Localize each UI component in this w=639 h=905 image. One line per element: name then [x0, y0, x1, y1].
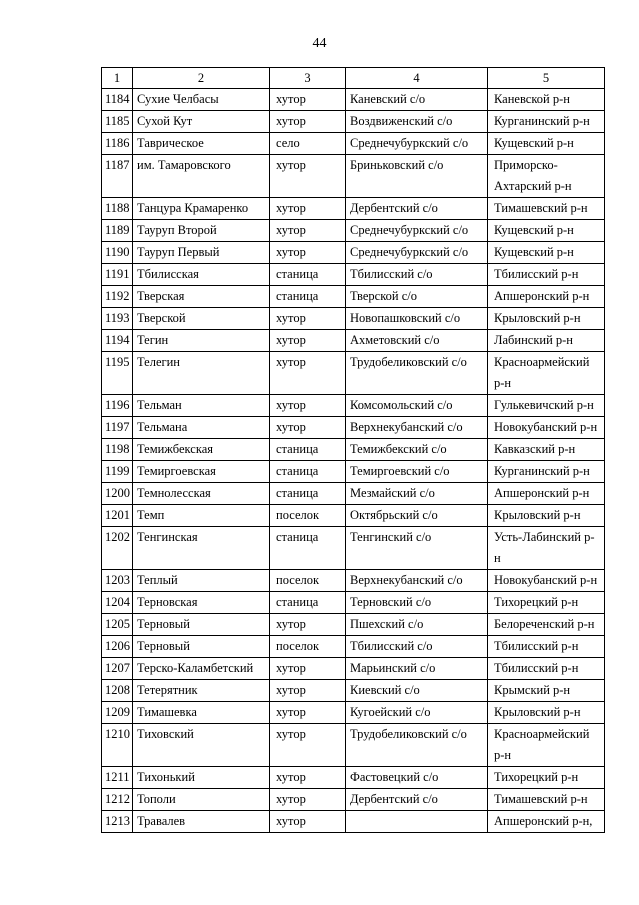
settlement-type-cell: хутор: [270, 767, 346, 789]
settlement-type-cell: хутор: [270, 242, 346, 264]
table-row: [102, 155, 605, 198]
rural-council-cell: Терновский с/о: [346, 592, 488, 614]
table-row: [102, 636, 605, 658]
settlement-type-cell: хутор: [270, 111, 346, 133]
row-number-cell: 1196: [102, 395, 133, 417]
row-number-cell: 1201: [102, 505, 133, 527]
row-number-cell: 1184: [102, 89, 133, 111]
settlement-name-cell: Темнолесская: [133, 483, 270, 505]
row-number-cell: 1205: [102, 614, 133, 636]
rural-council-cell: Тенгинский с/о: [346, 527, 488, 570]
column-header: 4: [346, 68, 488, 89]
row-number-cell: 1200: [102, 483, 133, 505]
row-number-cell: 1191: [102, 264, 133, 286]
settlement-type-cell: хутор: [270, 395, 346, 417]
settlement-type-cell: хутор: [270, 198, 346, 220]
table-row: [102, 702, 605, 724]
district-name-cell: Тимашевский р-н: [488, 198, 605, 220]
table-row: [102, 133, 605, 155]
settlement-name-cell: Танцура Крамаренко: [133, 198, 270, 220]
settlement-name-cell: Тиховский: [133, 724, 270, 767]
district-name-cell: Апшеронский р-н,: [488, 811, 605, 833]
rural-council-cell: Дербентский с/о: [346, 789, 488, 811]
rural-council-cell: Октябрьский с/о: [346, 505, 488, 527]
settlement-type-cell: хутор: [270, 658, 346, 680]
row-number-cell: 1197: [102, 417, 133, 439]
table-row: [102, 658, 605, 680]
district-name-cell: Тбилисский р-н: [488, 264, 605, 286]
settlement-type-cell: поселок: [270, 505, 346, 527]
settlement-name-cell: Терновская: [133, 592, 270, 614]
settlement-type-cell: хутор: [270, 308, 346, 330]
rural-council-cell: Тверской с/о: [346, 286, 488, 308]
settlement-name-cell: Темижбекская: [133, 439, 270, 461]
row-number-cell: 1198: [102, 439, 133, 461]
rural-council-cell: Мезмайский с/о: [346, 483, 488, 505]
row-number-cell: 1206: [102, 636, 133, 658]
settlement-name-cell: Тенгинская: [133, 527, 270, 570]
page-number: 44: [312, 36, 327, 51]
district-name-cell: Крыловский р-н: [488, 702, 605, 724]
settlement-name-cell: Травалев: [133, 811, 270, 833]
rural-council-cell: Среднечубуркский с/о: [346, 242, 488, 264]
district-name-cell: Тбилисский р-н: [488, 636, 605, 658]
settlement-type-cell: станица: [270, 439, 346, 461]
district-name-cell: Тбилисский р-н: [488, 658, 605, 680]
row-number-cell: 1195: [102, 352, 133, 395]
settlement-name-cell: Теплый: [133, 570, 270, 592]
table-row: [102, 89, 605, 111]
district-name-cell: Лабинский р-н: [488, 330, 605, 352]
row-number-cell: 1211: [102, 767, 133, 789]
settlement-type-cell: станица: [270, 286, 346, 308]
rural-council-cell: Пшехский с/о: [346, 614, 488, 636]
table-row: [102, 198, 605, 220]
settlement-type-cell: хутор: [270, 702, 346, 724]
row-number-cell: 1213: [102, 811, 133, 833]
settlement-type-cell: станица: [270, 483, 346, 505]
district-name-cell: Красноармейский р-н: [488, 352, 605, 395]
rural-council-cell: Трудобеликовский с/о: [346, 724, 488, 767]
settlement-type-cell: хутор: [270, 220, 346, 242]
rural-council-cell: Фастовецкий с/о: [346, 767, 488, 789]
settlement-name-cell: Темп: [133, 505, 270, 527]
settlement-name-cell: Сухие Челбасы: [133, 89, 270, 111]
district-name-cell: Гулькевичский р-н: [488, 395, 605, 417]
row-number-cell: 1210: [102, 724, 133, 767]
table-row: [102, 570, 605, 592]
row-number-cell: 1208: [102, 680, 133, 702]
rural-council-cell: Тбилисский с/о: [346, 636, 488, 658]
settlement-type-cell: село: [270, 133, 346, 155]
table-row: [102, 461, 605, 483]
settlement-name-cell: Сухой Кут: [133, 111, 270, 133]
settlement-name-cell: Тетерятник: [133, 680, 270, 702]
table-header-row: [102, 68, 605, 89]
district-name-cell: Кавказский р-н: [488, 439, 605, 461]
district-name-cell: Приморско-Ахтарский р-н: [488, 155, 605, 198]
district-name-cell: Апшеронский р-н: [488, 286, 605, 308]
rural-council-cell: Каневский с/о: [346, 89, 488, 111]
row-number-cell: 1202: [102, 527, 133, 570]
district-name-cell: Тихорецкий р-н: [488, 767, 605, 789]
settlement-type-cell: станица: [270, 264, 346, 286]
settlement-type-cell: хутор: [270, 680, 346, 702]
settlement-name-cell: Тельмана: [133, 417, 270, 439]
table-row: [102, 439, 605, 461]
column-header: 1: [102, 68, 133, 89]
rural-council-cell: Среднечубуркский с/о: [346, 220, 488, 242]
settlement-name-cell: им. Тамаровского: [133, 155, 270, 198]
table-row: [102, 220, 605, 242]
table-row: [102, 811, 605, 833]
settlement-name-cell: Тельман: [133, 395, 270, 417]
settlement-name-cell: Тополи: [133, 789, 270, 811]
district-name-cell: Крыловский р-н: [488, 308, 605, 330]
column-header: 2: [133, 68, 270, 89]
settlement-name-cell: Телегин: [133, 352, 270, 395]
settlement-type-cell: хутор: [270, 811, 346, 833]
row-number-cell: 1212: [102, 789, 133, 811]
settlement-type-cell: хутор: [270, 89, 346, 111]
row-number-cell: 1187: [102, 155, 133, 198]
table-row: [102, 264, 605, 286]
rural-council-cell: Среднечубуркский с/о: [346, 133, 488, 155]
row-number-cell: 1194: [102, 330, 133, 352]
row-number-cell: 1209: [102, 702, 133, 724]
row-number-cell: 1192: [102, 286, 133, 308]
district-name-cell: Красноармейский р-н: [488, 724, 605, 767]
rural-council-cell: [346, 811, 488, 833]
row-number-cell: 1207: [102, 658, 133, 680]
column-header: 5: [488, 68, 605, 89]
table-row: [102, 592, 605, 614]
row-number-cell: 1188: [102, 198, 133, 220]
settlement-name-cell: Терско-Каламбетский: [133, 658, 270, 680]
settlement-type-cell: хутор: [270, 789, 346, 811]
district-name-cell: Усть-Лабинский р-н: [488, 527, 605, 570]
settlement-type-cell: поселок: [270, 636, 346, 658]
settlement-type-cell: станица: [270, 592, 346, 614]
settlement-type-cell: хутор: [270, 330, 346, 352]
table-row: [102, 789, 605, 811]
rural-council-cell: Верхнекубанский с/о: [346, 570, 488, 592]
row-number-cell: 1185: [102, 111, 133, 133]
settlement-type-cell: станица: [270, 461, 346, 483]
rural-council-cell: Комсомольский с/о: [346, 395, 488, 417]
rural-council-cell: Дербентский с/о: [346, 198, 488, 220]
settlement-type-cell: станица: [270, 527, 346, 570]
district-name-cell: Крыловский р-н: [488, 505, 605, 527]
settlement-name-cell: Тбилисская: [133, 264, 270, 286]
rural-council-cell: Марьинский с/о: [346, 658, 488, 680]
settlement-name-cell: Терновый: [133, 636, 270, 658]
table-row: [102, 111, 605, 133]
rural-council-cell: Темиргоевский с/о: [346, 461, 488, 483]
rural-council-cell: Новопашковский с/о: [346, 308, 488, 330]
settlement-name-cell: Тимашевка: [133, 702, 270, 724]
settlement-type-cell: хутор: [270, 614, 346, 636]
rural-council-cell: Трудобеликовский с/о: [346, 352, 488, 395]
district-name-cell: Тихорецкий р-н: [488, 592, 605, 614]
settlement-name-cell: Тауруп Второй: [133, 220, 270, 242]
settlement-type-cell: хутор: [270, 417, 346, 439]
settlement-name-cell: Тверской: [133, 308, 270, 330]
rural-council-cell: Верхнекубанский с/о: [346, 417, 488, 439]
row-number-cell: 1193: [102, 308, 133, 330]
district-name-cell: Белореченский р-н: [488, 614, 605, 636]
rural-council-cell: Бриньковский с/о: [346, 155, 488, 198]
settlement-name-cell: Таврическое: [133, 133, 270, 155]
settlement-type-cell: хутор: [270, 724, 346, 767]
settlement-name-cell: Тихонький: [133, 767, 270, 789]
rural-council-cell: Кугоейский с/о: [346, 702, 488, 724]
district-name-cell: Каневской р-н: [488, 89, 605, 111]
settlement-name-cell: Тверская: [133, 286, 270, 308]
rural-council-cell: Ахметовский с/о: [346, 330, 488, 352]
rural-council-cell: Киевский с/о: [346, 680, 488, 702]
table-body: [102, 89, 605, 833]
district-name-cell: Кущевский р-н: [488, 133, 605, 155]
settlement-type-cell: хутор: [270, 352, 346, 395]
settlement-name-cell: Темиргоевская: [133, 461, 270, 483]
district-name-cell: Тимашевский р-н: [488, 789, 605, 811]
row-number-cell: 1190: [102, 242, 133, 264]
table-row: [102, 680, 605, 702]
district-name-cell: Новокубанский р-н: [488, 417, 605, 439]
row-number-cell: 1186: [102, 133, 133, 155]
settlement-table: [101, 67, 605, 833]
table-row: [102, 352, 605, 395]
row-number-cell: 1203: [102, 570, 133, 592]
column-header: 3: [270, 68, 346, 89]
rural-council-cell: Темижбекский с/о: [346, 439, 488, 461]
table-row: [102, 724, 605, 767]
district-name-cell: Курганинский р-н: [488, 461, 605, 483]
district-name-cell: Крымский р-н: [488, 680, 605, 702]
settlement-type-cell: поселок: [270, 570, 346, 592]
table-row: [102, 308, 605, 330]
rural-council-cell: Тбилисский с/о: [346, 264, 488, 286]
table-row: [102, 614, 605, 636]
table-row: [102, 505, 605, 527]
district-name-cell: Курганинский р-н: [488, 111, 605, 133]
row-number-cell: 1199: [102, 461, 133, 483]
district-name-cell: Кущевский р-н: [488, 242, 605, 264]
table-row: [102, 395, 605, 417]
settlement-name-cell: Терновый: [133, 614, 270, 636]
district-name-cell: Апшеронский р-н: [488, 483, 605, 505]
table-row: [102, 330, 605, 352]
rural-council-cell: Воздвиженский с/о: [346, 111, 488, 133]
settlement-name-cell: Тегин: [133, 330, 270, 352]
row-number-cell: 1204: [102, 592, 133, 614]
settlement-name-cell: Тауруп Первый: [133, 242, 270, 264]
table-row: [102, 767, 605, 789]
table-row: [102, 242, 605, 264]
district-name-cell: Кущевский р-н: [488, 220, 605, 242]
table-row: [102, 527, 605, 570]
row-number-cell: 1189: [102, 220, 133, 242]
table-row: [102, 286, 605, 308]
table-row: [102, 483, 605, 505]
table-row: [102, 417, 605, 439]
district-name-cell: Новокубанский р-н: [488, 570, 605, 592]
settlement-type-cell: хутор: [270, 155, 346, 198]
